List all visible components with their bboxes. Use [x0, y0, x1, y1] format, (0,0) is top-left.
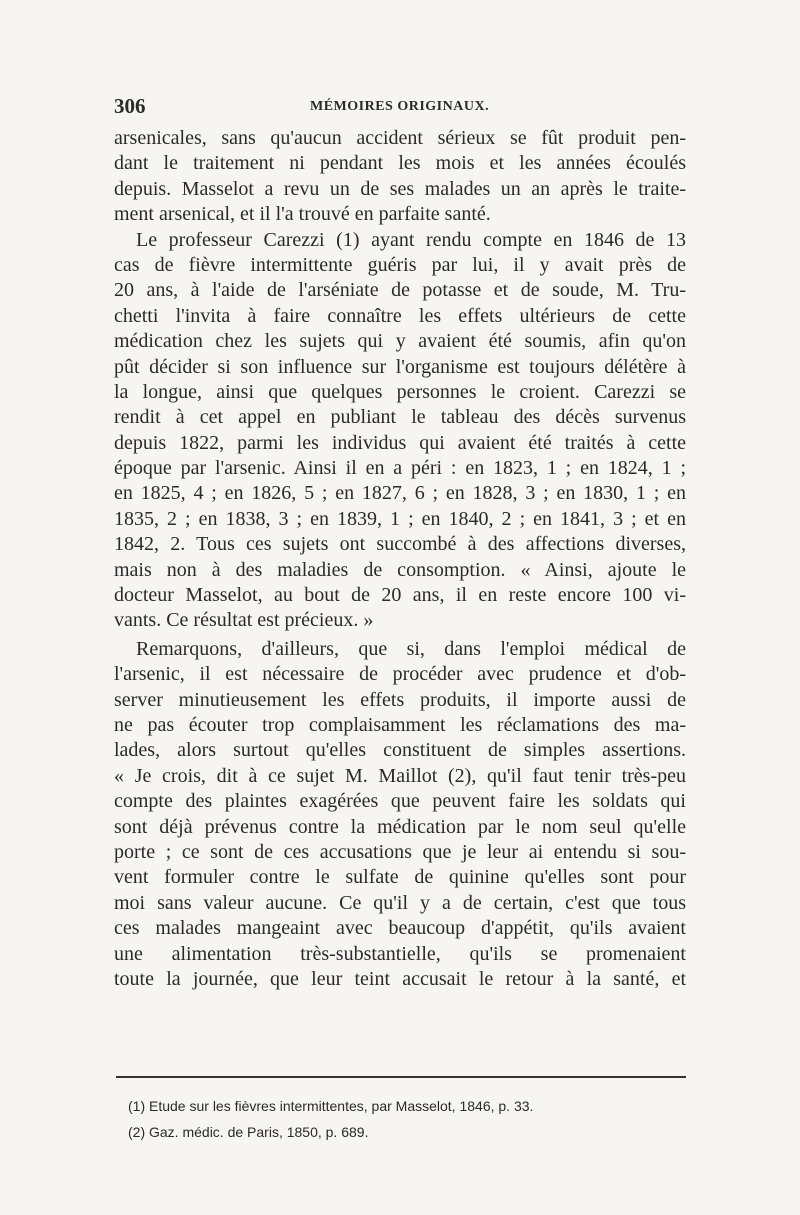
text-line: docteur Masselot, au bout de 20 ans, il en reste encore 100 vi-: [114, 584, 686, 607]
text-line: Remarquons, d'ailleurs, que si, dans l'emploi médical de: [136, 637, 686, 660]
text-line: Le professeur Carezzi (1) ayant rendu compte en 1846 de 13: [136, 228, 686, 251]
text-line: époque par l'arsenic. Ainsi il en a péri : en 1823, 1 ; en 1824, 1 ;: [114, 457, 686, 480]
text-line: toute la journée, que leur teint accusait le retour à la santé, et: [114, 967, 686, 990]
text-line: médication chez les sujets qui y avaient été soumis, afin qu'on: [114, 330, 686, 353]
text-line: lades, alors surtout qu'elles constituent de simples assertions.: [114, 739, 686, 762]
running-head: MÉMOIRES ORIGINAUX.: [310, 99, 490, 114]
body-text: [114, 126, 686, 992]
text-line: une alimentation très-substantielle, qu'ils se promenaient: [114, 942, 686, 965]
text-line: ne pas écouter trop complaisamment les réclamations des ma-: [114, 713, 686, 736]
text-line: rendit à cet appel en publiant le tableau des décès survenus: [114, 406, 686, 429]
text-line: vent formuler contre le sulfate de quinine qu'elles sont pour: [114, 866, 686, 889]
text-line: cas de fièvre intermittente guéris par lui, il y avait près de: [114, 253, 686, 276]
page-header: [114, 94, 686, 124]
footnote-rule: [116, 1076, 686, 1078]
text-line: server minutieusement les effets produits, il importe aussi de: [114, 688, 686, 711]
text-line: ment arsenical, et il l'a trouvé en parfaite santé.: [114, 203, 491, 226]
text-line: sont déjà prévenus contre la médication par le nom seul qu'elle: [114, 815, 686, 838]
footnote: (1) Etude sur les fièvres intermittentes, par Masselot, 1846, p. 33.: [128, 1098, 534, 1114]
text-line: en 1825, 4 ; en 1826, 5 ; en 1827, 6 ; en 1828, 3 ; en 1830, 1 ; en: [114, 482, 686, 505]
text-line: pût décider si son influence sur l'organisme est toujours délétère à: [114, 355, 686, 378]
text-line: 20 ans, à l'aide de l'arséniate de potasse et de soude, M. Tru-: [114, 279, 686, 302]
text-line: dant le traitement ni pendant les mois et les années écoulés: [114, 152, 686, 175]
text-line: compte des plaintes exagérées que peuvent faire les soldats qui: [114, 790, 686, 813]
text-line: mais non à des maladies de consomption. « Ainsi, ajoute le: [114, 558, 686, 581]
text-line: l'arsenic, il est nécessaire de procéder avec prudence et d'ob-: [114, 663, 686, 686]
text-line: vants. Ce résultat est précieux. »: [114, 609, 374, 632]
text-line: ces malades mangeaint avec beaucoup d'appétit, qu'ils avaient: [114, 917, 686, 940]
text-line: la longue, ainsi que quelques personnes le croient. Carezzi se: [114, 380, 686, 403]
text-line: moi sans valeur aucune. Ce qu'il y a de certain, c'est que tous: [114, 891, 686, 914]
text-line: depuis. Masselot a revu un de ses malades un an après le traite-: [114, 177, 686, 200]
text-line: 1842, 2. Tous ces sujets ont succombé à des affections diverses,: [114, 533, 686, 556]
page-number: 306: [114, 94, 146, 118]
text-line: depuis 1822, parmi les individus qui avaient été traités à cette: [114, 431, 686, 454]
footnote: (2) Gaz. médic. de Paris, 1850, p. 689.: [128, 1124, 369, 1140]
text-line: chetti l'invita à faire connaître les effets ultérieurs de cette: [114, 304, 686, 327]
text-line: 1835, 2 ; en 1838, 3 ; en 1839, 1 ; en 1840, 2 ; en 1841, 3 ; et en: [114, 507, 686, 530]
text-line: « Je crois, dit à ce sujet M. Maillot (2), qu'il faut tenir très-peu: [114, 764, 686, 787]
footnotes: [128, 1093, 688, 1145]
text-line: arsenicales, sans qu'aucun accident sérieux se fût produit pen-: [114, 127, 686, 149]
text-line: porte ; ce sont de ces accusations que je leur ai entendu si sou-: [114, 840, 686, 863]
